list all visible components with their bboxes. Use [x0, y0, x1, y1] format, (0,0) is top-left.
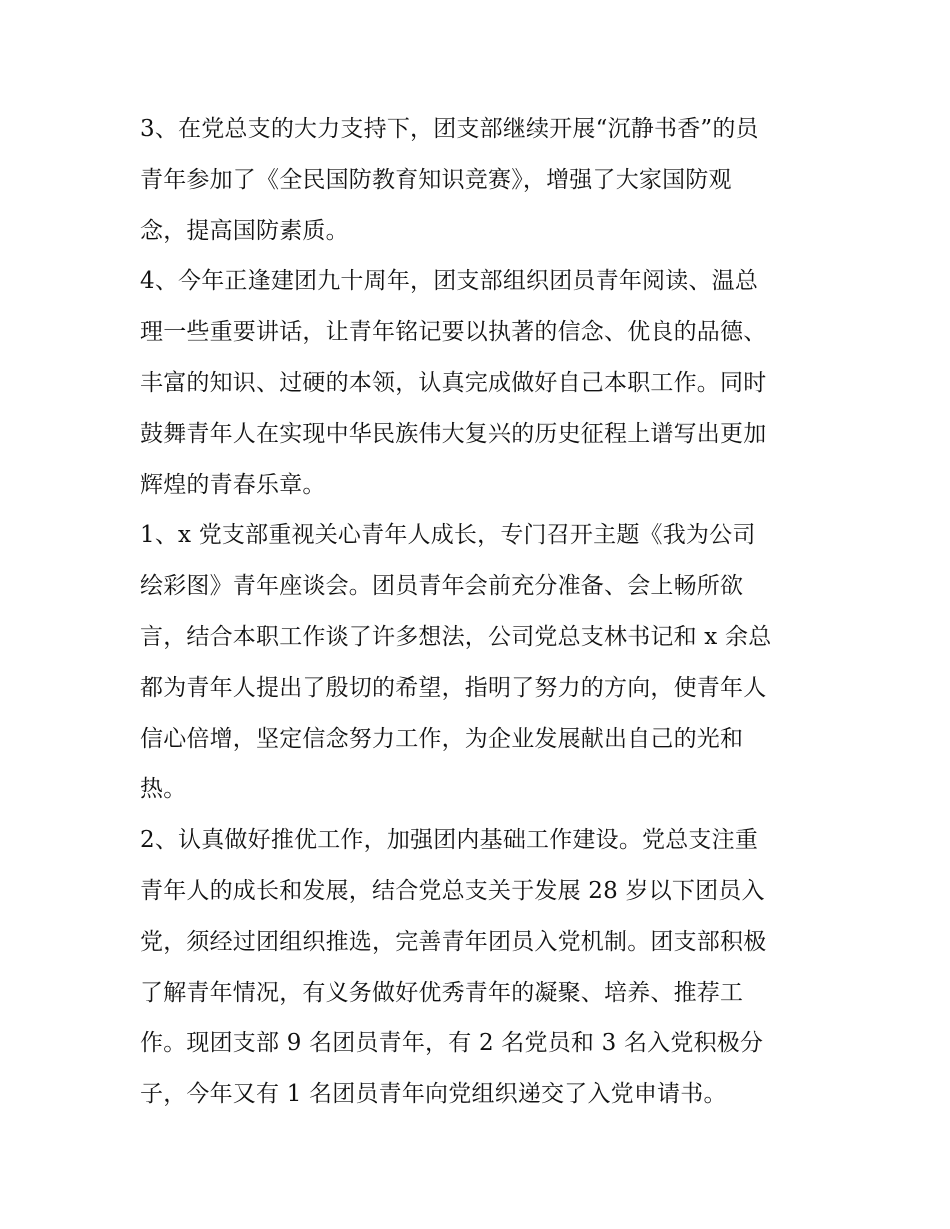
- paragraph-item-1: [140, 510, 820, 815]
- text-line: 青年参加了《全民国防教育知识竞赛》，增强了大家国防观: [140, 166, 732, 193]
- document-body: [140, 104, 820, 1120]
- text-line: 理一些重要讲话，让青年铭记要以执著的信念、优良的品德、: [140, 319, 767, 346]
- text-line: 青年人的成长和发展，结合党总支关于发展 28 岁以下团员入: [140, 877, 765, 904]
- paragraph-item-2: [140, 815, 820, 1120]
- text-line: 丰富的知识、过硬的本领，认真完成做好自己本职工作。同时: [140, 369, 767, 396]
- text-line: 党，须经过团组织推选，完善青年团员入党机制。团支部积极: [140, 928, 767, 955]
- text-line: 念，提高国防素质。: [140, 217, 349, 244]
- text-line: 4、今年正逢建团九十周年，团支部组织团员青年阅读、温总: [140, 268, 759, 295]
- text-line: 言，结合本职工作谈了许多想法，公司党总支林书记和 x 余总: [140, 623, 772, 650]
- text-line: 绘彩图》青年座谈会。团员青年会前充分准备、会上畅所欲: [140, 573, 744, 600]
- text-line: 鼓舞青年人在实现中华民族伟大复兴的历史征程上谱写出更加: [140, 420, 767, 447]
- text-line: 都为青年人提出了殷切的希望，指明了努力的方向，使青年人: [140, 674, 767, 701]
- text-line: 子，今年又有 1 名团员青年向党组织递交了入党申请书。: [140, 1081, 727, 1108]
- paragraph-item-4: [140, 256, 820, 510]
- text-line: 信心倍增，坚定信念努力工作，为企业发展献出自己的光和: [140, 725, 744, 752]
- text-line: 2、认真做好推优工作，加强团内基础工作建设。党总支注重: [140, 827, 759, 854]
- paragraph-item-3: [140, 104, 820, 256]
- text-line: 辉煌的青春乐章。: [140, 471, 326, 498]
- text-line: 3、在党总支的大力支持下，团支部继续开展“沉静书香”的员: [140, 116, 759, 142]
- text-line: 了解青年情况，有义务做好优秀青年的凝聚、培养、推荐工: [140, 979, 744, 1006]
- text-line: 热。: [140, 776, 187, 803]
- text-line: 作。现团支部 9 名团员青年，有 2 名党员和 3 名入党积极分: [140, 1030, 764, 1057]
- text-line: 1、x 党支部重视关心青年人成长，专门召开主题《我为公司: [140, 522, 756, 549]
